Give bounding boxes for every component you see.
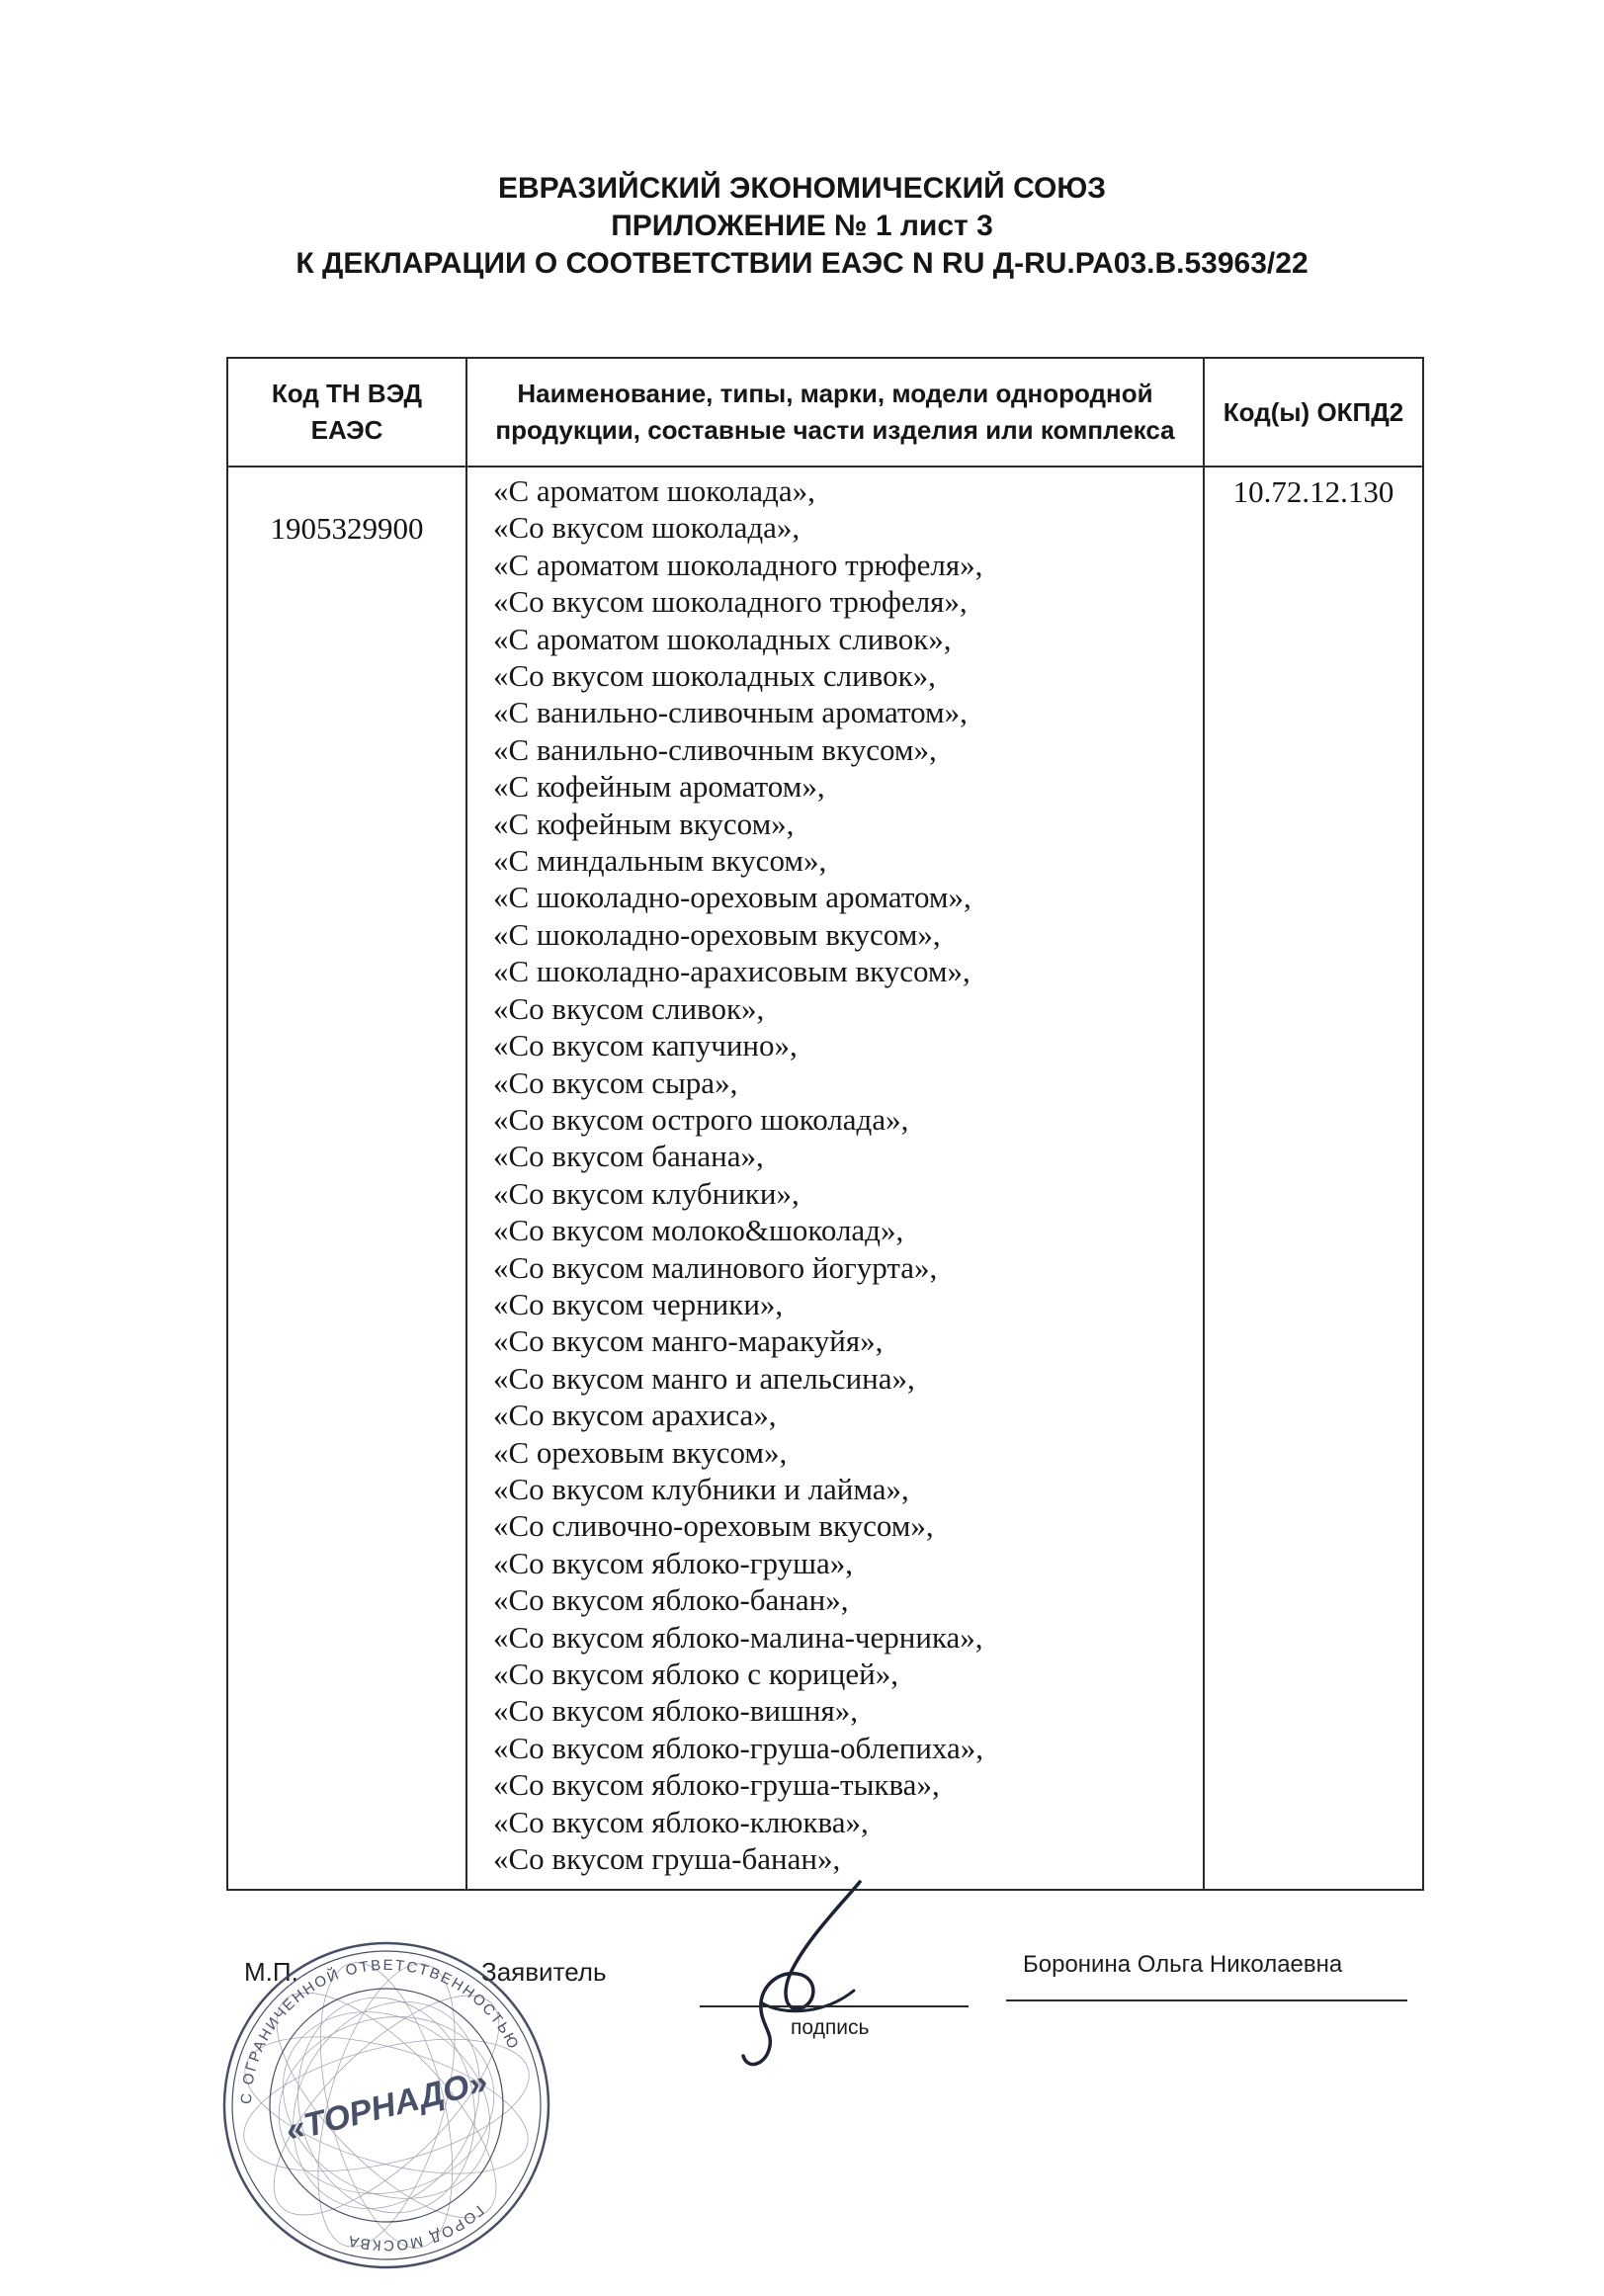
product-variants-cell <box>466 467 1204 1890</box>
doc-header <box>0 170 1604 283</box>
product-variant-line: «Со вкусом капучино», <box>493 1028 798 1063</box>
product-variant-line: «Со вкусом клубники», <box>493 1175 800 1211</box>
col-header-tn-ved-line2: ЕАЭС <box>310 415 383 445</box>
applicant-name: Боронина Ольга Николаевна <box>1023 1951 1343 1978</box>
product-variant-line: «Со вкусом клубники и лайма», <box>493 1471 909 1506</box>
product-variant-line: «Со вкусом черники», <box>493 1286 784 1321</box>
col-header-tn-ved-line1: Код ТН ВЭД <box>271 379 423 408</box>
col-header-tn-ved <box>227 358 466 467</box>
product-variant-line: «С ароматом шоколада», <box>493 473 815 508</box>
product-variant-line: «С кофейным ароматом», <box>493 769 825 805</box>
tn-ved-code: 1905329900 <box>270 511 424 546</box>
product-variant-line: «С ароматом шоколадных сливок», <box>493 621 952 656</box>
product-variant-line: «Со вкусом груша-банан», <box>493 1841 841 1877</box>
product-variant-line: «С ореховым вкусом», <box>493 1434 788 1470</box>
product-variant-line: «Со вкусом малинового йогурта», <box>493 1249 938 1285</box>
product-variant-line: «Со вкусом шоколадных сливок», <box>493 658 936 694</box>
product-variant-line: «Со вкусом манго-маракуйя», <box>493 1323 884 1359</box>
product-variant-line: «С ванильно-сливочным ароматом», <box>493 695 968 730</box>
product-variant-line: «Со вкусом банана», <box>493 1139 764 1174</box>
table-header-row <box>227 358 1423 467</box>
product-variant-line: «Со вкусом молоко&шоколад», <box>493 1213 904 1248</box>
signature-line <box>700 2005 969 2007</box>
signature-caption: подпись <box>791 2016 870 2039</box>
stamp-rim-top-text: С ОГРАНИЧЕННОЙ ОТВЕТСТВЕННОСТЬЮ <box>237 1956 523 2105</box>
product-variant-line: «Со вкусом шоколада», <box>493 510 801 546</box>
product-variant-line: «Со вкусом яблоко-вишня», <box>493 1693 858 1729</box>
applicant-label: Заявитель <box>481 1957 607 1987</box>
product-variant-line: «Со вкусом манго и апельсина», <box>493 1360 915 1396</box>
tn-ved-code-cell <box>227 467 466 1890</box>
handwritten-signature <box>704 1876 911 2074</box>
product-variant-line: «Со вкусом арахиса», <box>493 1398 777 1433</box>
product-variant-line: «С шоколадно-арахисовым вкусом», <box>493 954 971 989</box>
product-variant-line: «Со вкусом яблоко-груша-облепиха», <box>493 1730 984 1765</box>
product-table <box>226 357 1424 1891</box>
product-variant-line: «Со вкусом сливок», <box>493 990 765 1026</box>
stamp-rim-bottom-text: ГОРОД МОСКВА <box>345 2201 487 2254</box>
product-variant-line: «Со вкусом шоколадного трюфеля», <box>493 584 968 620</box>
doc-title-annex: ПРИЛОЖЕНИЕ № 1 лист 3 <box>611 210 993 242</box>
product-variant-line: «С кофейным вкусом», <box>493 806 795 841</box>
product-variant-line: «С миндальным вкусом», <box>493 843 827 879</box>
table-row <box>227 467 1423 1890</box>
product-variant-line: «С ароматом шоколадного трюфеля», <box>493 547 983 582</box>
product-variant-line: «Со сливочно-ореховым вкусом», <box>493 1508 934 1544</box>
okpd2-code: 10.72.12.130 <box>1232 474 1394 509</box>
product-variant-line: «Со вкусом яблоко-груша», <box>493 1545 853 1580</box>
product-variant-line: «Со вкусом яблоко-клюква», <box>493 1804 869 1839</box>
product-variant-line: «С ванильно-сливочным вкусом», <box>493 731 937 767</box>
product-variant-line: «Со вкусом яблоко-малина-черника», <box>493 1619 983 1655</box>
col-header-product-name: Наименование, типы, марки, модели однородной продукции, составные части изделия или комплекса <box>466 358 1204 467</box>
product-variant-line: «Со вкусом яблоко-банан», <box>493 1582 849 1618</box>
product-variant-line: «Со вкусом яблоко-груша-тыква», <box>493 1767 940 1803</box>
stamp-place-label: М.П. <box>244 1957 298 1987</box>
okpd2-code-cell <box>1204 467 1423 1890</box>
product-variant-line: «Со вкусом сыра», <box>493 1064 738 1100</box>
product-variant-line: «С шоколадно-ореховым ароматом», <box>493 880 971 915</box>
product-variant-line: «Со вкусом яблоко с корицей», <box>493 1657 898 1691</box>
doc-title-union: ЕВРАЗИЙСКИЙ ЭКОНОМИЧЕСКИЙ СОЮЗ <box>497 172 1107 205</box>
stamp-company-name: «ТОРНАДО» <box>282 2063 492 2150</box>
applicant-name-line <box>1006 1999 1407 2001</box>
product-variants-list <box>493 472 1193 1877</box>
doc-title-declaration-number: К ДЕКЛАРАЦИИ О СООТВЕТСТВИИ ЕАЭС N RU Д-RU.РА03.В.53963/22 <box>295 247 1309 280</box>
product-variant-line: «Со вкусом острого шоколада», <box>493 1101 909 1137</box>
col-header-okpd2: Код(ы) ОКПД2 <box>1204 358 1423 467</box>
product-variant-line: «С шоколадно-ореховым вкусом», <box>493 916 941 952</box>
